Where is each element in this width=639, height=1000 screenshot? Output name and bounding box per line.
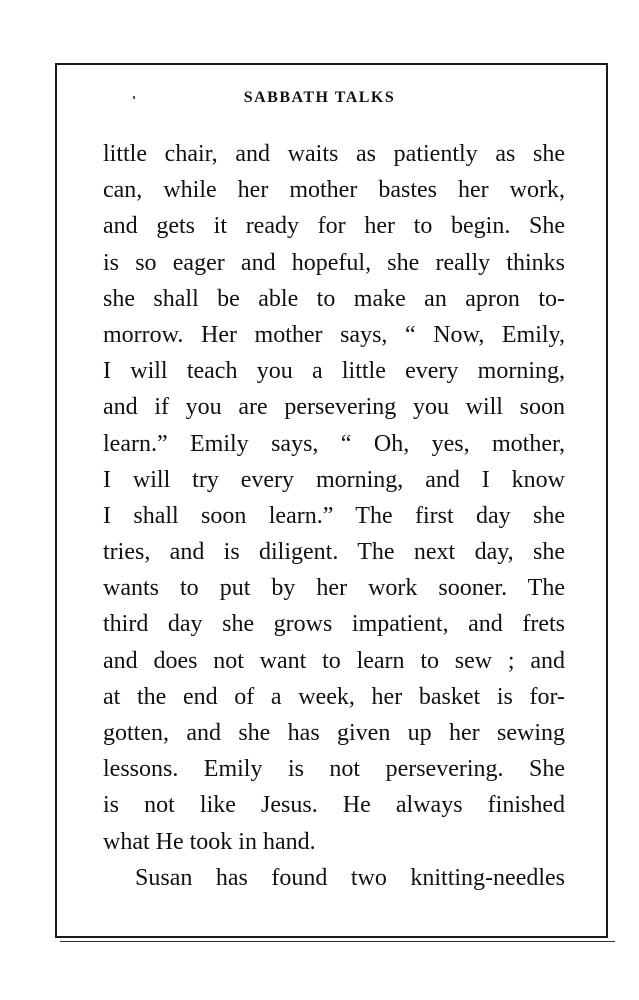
text-line: I shall soon learn.” The first day she (103, 502, 565, 529)
text-line: is not like Jesus. He always finished (103, 792, 565, 819)
text-line: she shall be able to make an apron to- (103, 285, 565, 312)
text-line: and gets it ready for her to begin. She (103, 213, 565, 240)
text-line: wants to put by her work sooner. The (103, 575, 565, 602)
text-line: learn.” Emily says, “ Oh, yes, mother, (103, 430, 565, 457)
text-line: and does not want to learn to sew ; and (103, 647, 565, 674)
text-line: I will teach you a little every morning, (103, 358, 565, 385)
bottom-rule (60, 941, 615, 942)
text-line: I will try every morning, and I know (103, 466, 565, 493)
text-line: lessons. Emily is not persevering. She (103, 756, 565, 783)
text-line: and if you are persevering you will soon (103, 394, 565, 421)
text-line: gotten, and she has given up her sewing (103, 720, 565, 746)
text-line: morrow. Her mother says, “ Now, Emily, (103, 321, 565, 348)
text-line: can, while her mother bastes her work, (103, 177, 565, 204)
text-line: third day she grows impatient, and frets (103, 611, 565, 638)
text-line: little chair, and waits as patiently as she (103, 141, 565, 167)
text-line: at the end of a week, her basket is for- (103, 683, 565, 710)
text-line: what He took in hand. (103, 828, 316, 855)
text-line: is so eager and hopeful, she really thinks (103, 249, 565, 276)
body-text (103, 136, 565, 896)
text-line: Susan has found two knitting-needles (135, 864, 565, 891)
text-line: tries, and is diligent. The next day, she (103, 539, 565, 566)
running-head: SABBATH TALKS (243, 89, 396, 106)
